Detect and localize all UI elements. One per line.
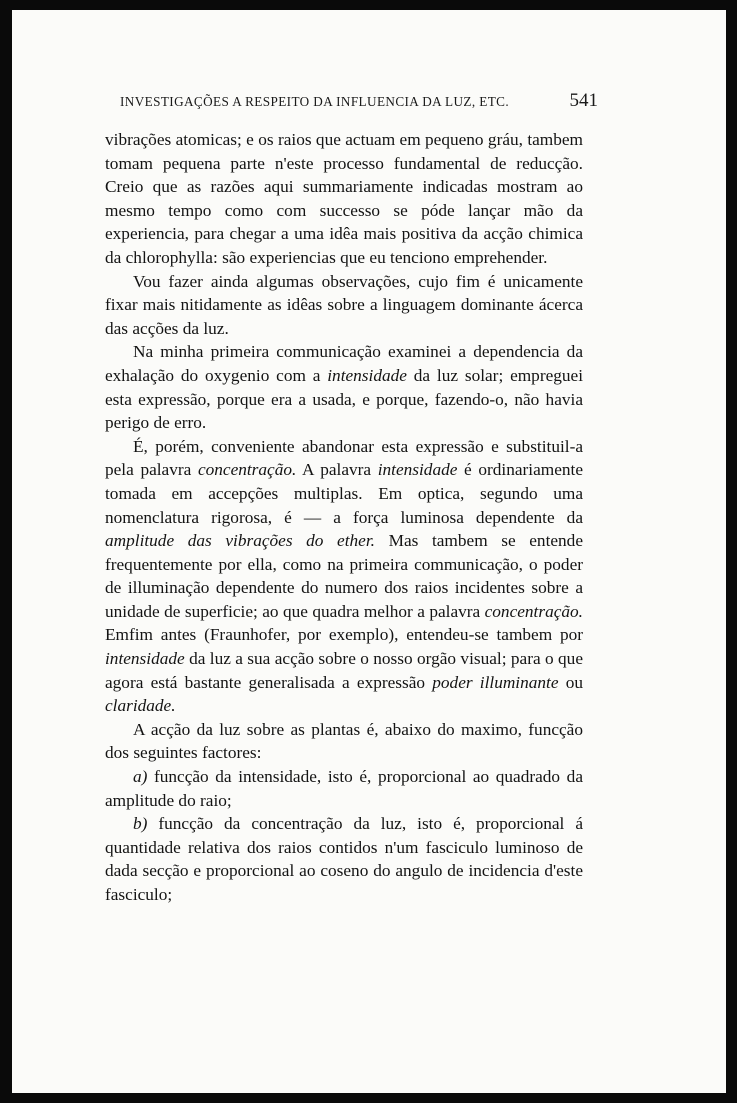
paragraph: [105, 718, 583, 765]
page-number: 541: [569, 90, 598, 111]
text-run: ou: [558, 672, 584, 692]
italic-text: amplitude das vibrações do ether.: [105, 531, 375, 551]
body-text: [105, 128, 583, 907]
paragraph: [105, 128, 583, 270]
text-run: Mas tambem se entende frequentemente por ella, como na primeira communicação, o poder de illuminação dependente do numero dos raios incidentes sobre a unidade de superficie; ao que quadra melhor a palavra: [105, 531, 583, 621]
running-title: INVESTIGAÇÕES A RESPEITO DA INFLUENCIA DA LUZ, ETC.: [120, 94, 510, 109]
text-run: da luz a sua acção sobre o nosso orgão visual; para o que agora está bastante generalisada a expressão: [105, 649, 583, 692]
running-header: [120, 90, 598, 112]
text-run: funcção da intensidade, isto é, proporcional ao quadrado da amplitude do raio;: [105, 767, 583, 810]
text-run: Na minha primeira communicação examinei a dependencia da exhalação do oxygenio com a: [105, 342, 583, 385]
text-run: A acção da luz sobre as plantas é, abaixo do maximo, funcção dos seguintes factores:: [105, 719, 583, 763]
text-run: Vou fazer ainda algumas observações, cujo fim é unicamente fixar mais nitidamente as idêas sobre a linguagem dominante ácerca das acções da luz.: [105, 271, 583, 338]
paragraph: [105, 765, 583, 812]
paragraph: [105, 270, 583, 341]
paragraph: [105, 340, 583, 434]
paragraph: [105, 435, 583, 718]
italic-text: concentração.: [197, 460, 297, 480]
paragraph: [105, 812, 583, 906]
text-run: funcção da concentração da luz, isto é, proporcional á quantidade relativa dos raios contidos n'um fasciculo luminoso de dada secção e proporcional ao coseno do angulo de incidencia d'este fasciculo;: [105, 814, 583, 904]
italic-text: poder illuminante: [432, 672, 559, 692]
italic-text: b): [133, 814, 148, 834]
italic-text: intensidade: [105, 649, 185, 669]
text-run: da luz solar; empreguei esta expressão, porque era a usada, e porque, fazendo-o, não havia perigo de erro.: [105, 365, 584, 433]
italic-text: concentração.: [484, 601, 583, 621]
italic-text: intensidade: [377, 460, 458, 480]
italic-text: intensidade: [327, 365, 407, 385]
text-run: é ordinariamente tomada em accepções multiplas. Em optica, segundo uma nomenclatura rigorosa, é — a força luminosa dependente da: [105, 460, 583, 527]
italic-text: a): [133, 767, 148, 787]
text-run: É, porém, conveniente abandonar esta expressão e substituil-a pela palavra: [105, 436, 583, 480]
italic-text: claridade.: [105, 696, 176, 716]
text-run: Emfim antes (Fraunhofer, por exemplo), entendeu-se tambem por: [105, 625, 583, 645]
text-run: A palavra: [296, 460, 378, 480]
text-run: vibrações atomicas; e os raios que actuam em pequeno gráu, tambem tomam pequena parte n'este processo fundamental de reducção. Creio que as razões aqui summariamente indicadas mostram ao mesmo tempo como com successo se póde lançar mão da experiencia, para chegar a uma idêa mais positiva da acção chimica da chlorophylla: são experiencias que eu tenciono emprehender.: [105, 130, 583, 267]
book-page: [12, 10, 726, 1093]
